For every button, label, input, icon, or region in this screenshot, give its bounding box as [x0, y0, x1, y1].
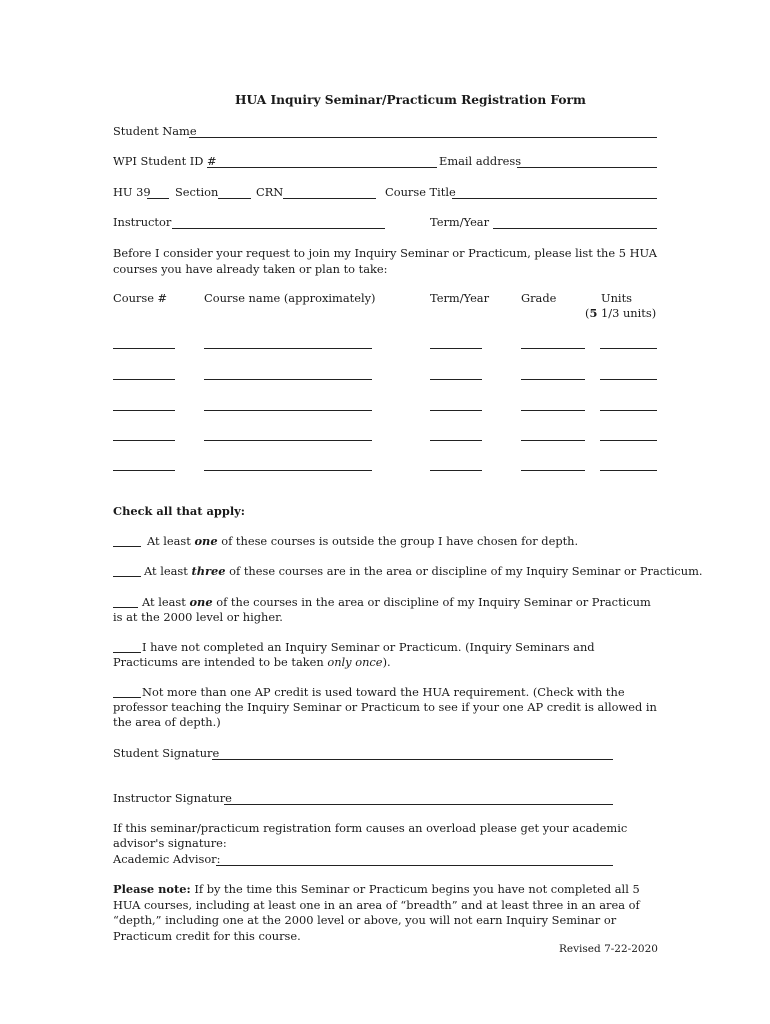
row4-course-name[interactable]: [204, 440, 372, 441]
student-name-field[interactable]: [189, 137, 657, 138]
row5-term[interactable]: [430, 470, 482, 471]
row5-grade[interactable]: [521, 470, 585, 471]
row1-units[interactable]: [600, 348, 657, 349]
please-note: Please note: If by the time this Seminar or Practicum begins you have not completed all 5 HUA courses, including at least one in an area of “breadth” and at least three in an area of “depth,” including one at the 2000 level or above, you will not earn Inquiry Seminar or Practicum credit for this course.: [113, 882, 640, 943]
course-title-field[interactable]: [452, 198, 657, 199]
intro-text: Before I consider your request to join my Inquiry Seminar or Practicum, please list the 5 HUA courses you have already taken or plan to take:: [113, 246, 657, 276]
row4-grade[interactable]: [521, 440, 585, 441]
advisor-label: Academic Advisor:: [113, 852, 221, 866]
row5-course-num[interactable]: [113, 470, 175, 471]
row5-units[interactable]: [600, 470, 657, 471]
email-label: Email address: [439, 154, 522, 168]
check-item-4: I have not completed an Inquiry Seminar or Practicum. (Inquiry Seminars and Practicums are intended to be taken only once).: [113, 640, 595, 669]
row1-course-name[interactable]: [204, 348, 372, 349]
check-blank-1[interactable]: [113, 546, 141, 547]
crn-label: CRN: [256, 185, 284, 199]
email-field[interactable]: [517, 167, 657, 168]
col-units: Units: [601, 291, 633, 305]
check-blank-2[interactable]: [113, 576, 141, 577]
instructor-signature-label: Instructor Signature: [113, 791, 232, 805]
col-term-year: Term/Year: [430, 291, 490, 305]
col-grade: Grade: [521, 291, 557, 305]
student-name-label: Student Name: [113, 124, 197, 138]
row1-course-num[interactable]: [113, 348, 175, 349]
advisor-signature-field[interactable]: [216, 865, 613, 866]
section-field[interactable]: [218, 198, 251, 199]
instructor-field[interactable]: [172, 228, 385, 229]
student-signature-field[interactable]: [212, 759, 613, 760]
section-label: Section: [175, 185, 219, 199]
check-heading: Check all that apply:: [113, 504, 245, 518]
hu-label: HU 39: [113, 185, 151, 199]
row2-grade[interactable]: [521, 379, 585, 380]
term-year-field[interactable]: [493, 228, 657, 229]
col-course-num: Course #: [113, 291, 168, 305]
row2-units[interactable]: [600, 379, 657, 380]
row4-course-num[interactable]: [113, 440, 175, 441]
instructor-label: Instructor: [113, 215, 172, 229]
row3-course-name[interactable]: [204, 410, 372, 411]
revised-date: Revised 7-22-2020: [559, 943, 658, 955]
term-year-label: Term/Year: [430, 215, 490, 229]
check-item-3: At least one of the courses in the area or discipline of my Inquiry Seminar or Practicum is at the 2000 level or higher.: [113, 595, 651, 624]
row5-course-name[interactable]: [204, 470, 372, 471]
instructor-signature-field[interactable]: [224, 804, 613, 805]
row2-course-name[interactable]: [204, 379, 372, 380]
student-signature-label: Student Signature: [113, 746, 220, 760]
check-item-5: Not more than one AP credit is used toward the HUA requirement. (Check with the professor teaching the Inquiry Seminar or Practicum to see if your one AP credit is allowed in the area of depth.): [113, 685, 657, 729]
row4-units[interactable]: [600, 440, 657, 441]
row2-course-num[interactable]: [113, 379, 175, 380]
row3-term[interactable]: [430, 410, 482, 411]
check-item-1: At least one of these courses is outside the group I have chosen for depth.: [147, 534, 579, 548]
check-item-2: At least three of these courses are in the area or discipline of my Inquiry Seminar or Practicum.: [144, 564, 703, 578]
row1-grade[interactable]: [521, 348, 585, 349]
col-units-sub: (5 1/3 units): [585, 306, 657, 320]
col-course-name: Course name (approximately): [204, 291, 376, 305]
row3-units[interactable]: [600, 410, 657, 411]
page-title: HUA Inquiry Seminar/Practicum Registration Form: [235, 93, 586, 107]
crn-field[interactable]: [283, 198, 376, 199]
row2-term[interactable]: [430, 379, 482, 380]
overload-text: If this seminar/practicum registration form causes an overload please get your academic advisor's signature:: [113, 821, 628, 850]
row3-grade[interactable]: [521, 410, 585, 411]
student-id-field[interactable]: [207, 167, 437, 168]
row3-course-num[interactable]: [113, 410, 175, 411]
course-title-label: Course Title: [385, 185, 456, 199]
row4-term[interactable]: [430, 440, 482, 441]
row1-term[interactable]: [430, 348, 482, 349]
student-id-label: WPI Student ID #: [113, 154, 217, 168]
hu-field[interactable]: [147, 198, 169, 199]
